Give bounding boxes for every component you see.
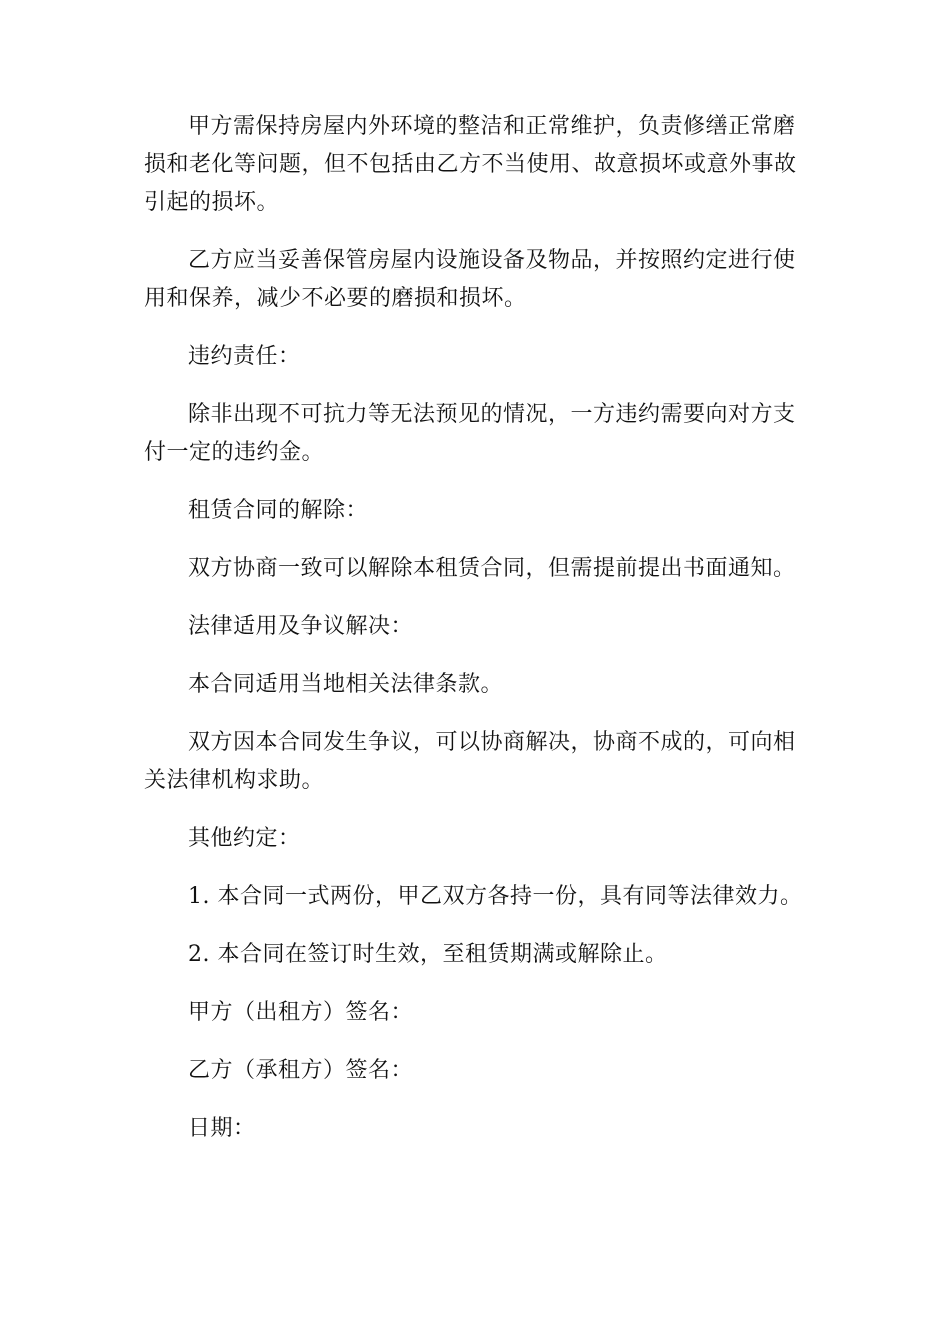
paragraph-landlord-maintenance: 甲方需保持房屋内外环境的整洁和正常维护，负责修缮正常磨损和老化等问题，但不包括由乙方不当使用、故意损坏或意外事故引起的损坏。	[144, 114, 797, 215]
paragraph-copies-clause: 1. 本合同一式两份，甲乙双方各持一份，具有同等法律效力。	[188, 884, 803, 909]
heading-breach-liability: 违约责任：	[188, 344, 301, 369]
paragraph-applicable-law: 本合同适用当地相关法律条款。	[188, 672, 504, 697]
date-line: 日期：	[188, 1116, 256, 1141]
signature-line-landlord: 甲方（出租方）签名：	[188, 1000, 414, 1025]
heading-contract-termination: 租赁合同的解除：	[188, 498, 369, 523]
document-body	[144, 108, 804, 1168]
paragraph-termination-terms: 双方协商一致可以解除本租赁合同，但需提前提出书面通知。	[188, 556, 796, 581]
paragraph-tenant-care: 乙方应当妥善保管房屋内设施设备及物品，并按照约定进行使用和保养，减少不必要的磨损和损坏。	[144, 248, 796, 311]
heading-governing-law: 法律适用及争议解决：	[188, 614, 414, 639]
signature-line-tenant: 乙方（承租方）签名：	[188, 1058, 414, 1083]
heading-other-terms: 其他约定：	[188, 826, 301, 851]
paragraph-dispute-resolution: 双方因本合同发生争议，可以协商解决，协商不成的，可向相关法律机构求助。	[144, 730, 796, 793]
paragraph-effective-clause: 2. 本合同在签订时生效，至租赁期满或解除止。	[188, 942, 668, 967]
paragraph-breach-penalty: 除非出现不可抗力等无法预见的情况，一方违约需要向对方支付一定的违约金。	[144, 402, 796, 465]
